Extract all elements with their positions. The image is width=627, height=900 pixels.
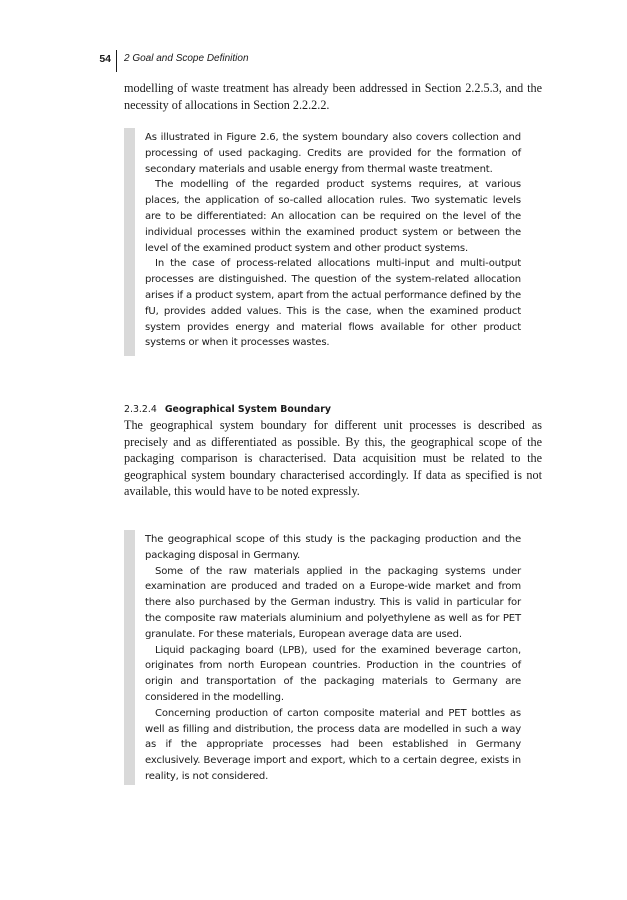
- case-study-box-geography: [124, 530, 542, 785]
- page-number: 54: [99, 53, 111, 65]
- intro-paragraph: modelling of waste treatment has already been addressed in Section 2.2.5.3, and the necessity of allocations in Section 2.2.2.2.: [124, 81, 542, 112]
- running-title: 2 Goal and Scope Definition: [124, 53, 249, 64]
- page-header: [0, 50, 627, 74]
- section-title: Geographical System Boundary: [164, 404, 331, 415]
- section-paragraph: The geographical system boundary for different unit processes is described as precisely and as differentiated as possible. By this, the geographical scope of the packaging comparison is characterised. Data acquisition must be related to the geographical system boundary characterised accordingly. If data as specified is not available, this would have to be noted expressly.: [124, 418, 542, 499]
- case-paragraph: The modelling of the regarded product systems requires, at various places, the application of so-called allocation rules. Two systematic levels are to be differentiated: An allocation can be required on the level of the individual processes within the examined product system or between the level of the examined product system and other product systems.: [145, 179, 521, 254]
- case-paragraph: The geographical scope of this study is the packaging production and the packaging disposal in Germany.: [145, 534, 521, 561]
- case-paragraph: Concerning production of carton composite material and PET bottles as well as filling and distribution, the process data are modelled in such a way as if the appropriate processes had been established in Germany exclusively. Beverage import and export, which to a certain degree, exists in reality, is not considered.: [145, 707, 521, 782]
- case-box-text: [145, 530, 521, 785]
- section-heading: [124, 403, 542, 417]
- case-paragraph: Liquid packaging board (LPB), used for the examined beverage carton, originates from north European countries. Production in the countries of origin and transportation of the packaging materials to Germany are considered in the modelling.: [145, 644, 521, 703]
- case-paragraph: As illustrated in Figure 2.6, the system boundary also covers collection and processing of used packaging. Credits are provided for the formation of secondary materials and usable energy from thermal waste treatment.: [145, 132, 521, 175]
- header-divider: [116, 50, 117, 72]
- case-box-side-bar: [124, 128, 135, 356]
- case-paragraph: Some of the raw materials applied in the packaging systems under examination are produced and traded on a Europe-wide market and from there also purchased by the German industry. This is valid in particular for the composite raw materials aluminium and polyethylene as well as for PET granulate. For these materials, European average data are used.: [145, 565, 521, 640]
- case-paragraph: In the case of process-related allocations multi-input and multi-output processes are distinguished. The question of the system-related allocation arises if a product system, apart from the actual performance defined by the fU, provides added values. This is the case, when the examined product system provides energy and material flows available for other product systems or when it processes wastes.: [145, 258, 521, 349]
- case-study-box-allocation: [124, 128, 542, 356]
- case-box-text: [145, 128, 521, 351]
- section-number: 2.3.2.4: [124, 404, 157, 415]
- case-box-side-bar: [124, 530, 135, 785]
